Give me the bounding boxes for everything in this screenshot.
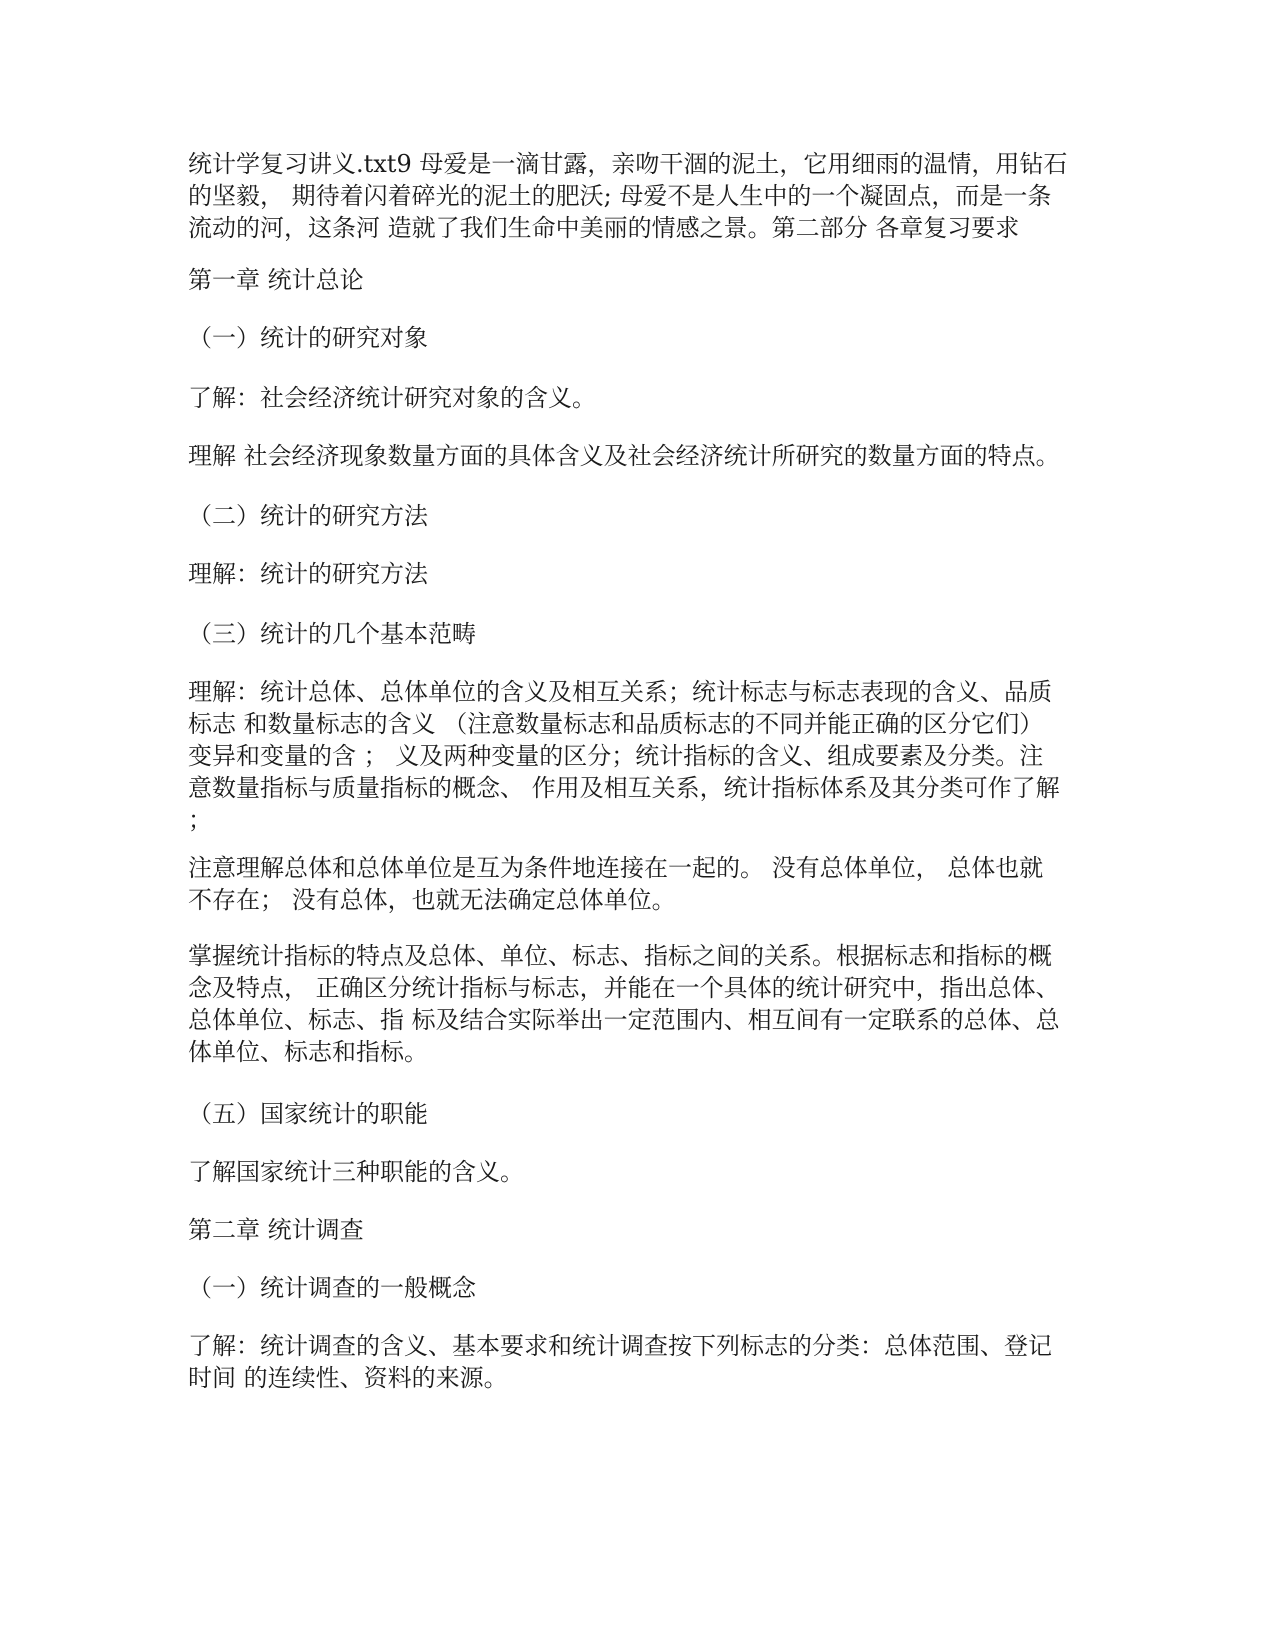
text-line: 第二章 统计调查 bbox=[188, 1216, 364, 1244]
text-line: （一）统计的研究对象 bbox=[188, 324, 428, 352]
text-line: 理解 社会经济现象数量方面的具体含义及社会经济统计所研究的数量方面的特点。 bbox=[188, 442, 1060, 470]
text-line: （五）国家统计的职能 bbox=[188, 1100, 428, 1128]
text-line: 了解国家统计三种职能的含义。 bbox=[188, 1158, 524, 1186]
paragraph bbox=[188, 1272, 1088, 1304]
paragraph bbox=[188, 1156, 1088, 1188]
paragraph bbox=[188, 148, 1088, 244]
text-line: 理解：统计总体、总体单位的含义及相互关系；统计标志与标志表现的含义、品质 bbox=[188, 678, 1052, 706]
paragraph bbox=[188, 440, 1088, 472]
text-line: 时间 的连续性、资料的来源。 bbox=[188, 1364, 508, 1392]
text-line: 理解：统计的研究方法 bbox=[188, 560, 428, 588]
text-line: 体单位、标志和指标。 bbox=[188, 1038, 428, 1066]
text-line: 了解：统计调查的含义、基本要求和统计调查按下列标志的分类：总体范围、登记 bbox=[188, 1332, 1052, 1360]
paragraph bbox=[188, 1098, 1088, 1130]
text-line: （二）统计的研究方法 bbox=[188, 502, 428, 530]
text-line: 总体单位、标志、指 标及结合实际举出一定范围内、相互间有一定联系的总体、总 bbox=[188, 1006, 1060, 1034]
paragraph bbox=[188, 676, 1088, 836]
paragraph bbox=[188, 382, 1088, 414]
paragraph bbox=[188, 618, 1088, 650]
text-line: 流动的河，这条河 造就了我们生命中美丽的情感之景。第二部分 各章复习要求 bbox=[188, 214, 1020, 242]
paragraph bbox=[188, 500, 1088, 532]
text-line: ； bbox=[188, 806, 212, 834]
paragraph bbox=[188, 940, 1088, 1068]
text-line: 了解：社会经济统计研究对象的含义。 bbox=[188, 384, 596, 412]
paragraph bbox=[188, 322, 1088, 354]
paragraph bbox=[188, 558, 1088, 590]
paragraph bbox=[188, 852, 1088, 916]
text-line: 的坚毅， 期待着闪着碎光的泥土的肥沃; 母爱不是人生中的一个凝固点，而是一条 bbox=[188, 182, 1052, 210]
text-line: （一）统计调查的一般概念 bbox=[188, 1274, 476, 1302]
text-line: 统计学复习讲义.txt9 母爱是一滴甘露，亲吻干涸的泥土，它用细雨的温情，用钻石 bbox=[188, 150, 1068, 178]
paragraph bbox=[188, 264, 1088, 296]
text-line: 念及特点， 正确区分统计指标与标志，并能在一个具体的统计研究中，指出总体、 bbox=[188, 974, 1060, 1002]
text-line: （三）统计的几个基本范畴 bbox=[188, 620, 476, 648]
paragraph bbox=[188, 1214, 1088, 1246]
text-line: 第一章 统计总论 bbox=[188, 266, 364, 294]
text-line: 掌握统计指标的特点及总体、单位、标志、指标之间的关系。根据标志和指标的概 bbox=[188, 942, 1052, 970]
text-line: 标志 和数量标志的含义 （注意数量标志和品质标志的不同并能正确的区分它们） bbox=[188, 710, 1044, 738]
paragraph bbox=[188, 1330, 1088, 1394]
text-line: 注意理解总体和总体单位是互为条件地连接在一起的。 没有总体单位， 总体也就 bbox=[188, 854, 1044, 882]
text-line: 变异和变量的含 ； 义及两种变量的区分；统计指标的含义、组成要素及分类。注 bbox=[188, 742, 1044, 770]
text-line: 不存在； 没有总体，也就无法确定总体单位。 bbox=[188, 886, 676, 914]
text-line: 意数量指标与质量指标的概念、 作用及相互关系，统计指标体系及其分类可作了解 bbox=[188, 774, 1060, 802]
